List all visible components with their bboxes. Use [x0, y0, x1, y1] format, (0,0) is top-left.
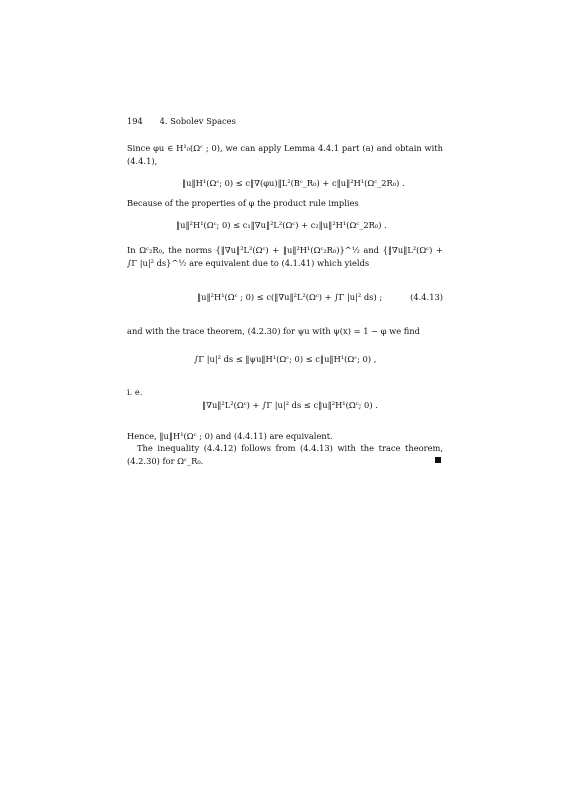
equation-3-label: (4.4.13)	[410, 292, 443, 302]
chapter-title: 4. Sobolev Spaces	[159, 116, 236, 126]
paragraph-6: Hence, ‖u‖H¹(Ωᶜ ; 0) and (4.4.11) are equivalent.	[127, 431, 333, 441]
equation-2: ‖u‖²H¹(Ωᶜ; 0) ≤ c₁‖∇u‖²L²(Ωᶜ) + c₂‖u‖²H¹(Ωᶜ_2R₀) .	[176, 220, 387, 230]
paragraph-3: In Ωᶜ₂R₀, the norms {‖∇u‖²L²(Ωᶜ) + ‖u‖²H¹(Ωᶜ₂R₀)}^½ and {‖∇u‖L²(Ωᶜ) + ∫Γ |u|² ds}^½ are equivalent due to (4.1.41) which yields	[127, 245, 443, 268]
paragraph-4: and with the trace theorem, (4.2.30) for ψu with ψ(x) = 1 − φ we find	[127, 326, 420, 336]
equation-4: ∫Γ |u|² ds ≤ ‖ψu‖H¹(Ωᶜ; 0) ≤ c‖u‖H¹(Ωᶜ; 0) ,	[194, 354, 377, 364]
paragraph-5: i. e.	[127, 387, 143, 397]
paragraph-2: Because of the properties of φ the product rule implies	[127, 198, 359, 208]
qed-square-icon	[435, 457, 441, 463]
paragraph-1: Since φu ∈ H¹₀(Ωᶜ ; 0), we can apply Lemma 4.4.1 part (a) and obtain with (4.4.1),	[127, 143, 443, 166]
running-header	[127, 116, 236, 126]
equation-1: ‖u‖H¹(Ωᶜ; 0) ≤ c‖∇(φu)‖L²(Bᶜ_R₀) + c‖u‖²H¹(Ωᶜ_2R₀) .	[182, 178, 405, 188]
equation-3: ‖u‖²H¹(Ωᶜ ; 0) ≤ c(‖∇u‖²L²(Ωᶜ) + ∫Γ |u|² ds) ;	[197, 292, 383, 302]
equation-5: ‖∇u‖²L²(Ωᶜ) + ∫Γ |u|² ds ≤ c‖u‖²H¹(Ωᶜ; 0) .	[202, 400, 378, 410]
paragraph-7: The inequality (4.4.12) follows from (4.4.13) with the trace theorem, (4.2.30) for Ωᶜ_R₀.	[127, 443, 443, 466]
page-number: 194	[127, 116, 143, 126]
